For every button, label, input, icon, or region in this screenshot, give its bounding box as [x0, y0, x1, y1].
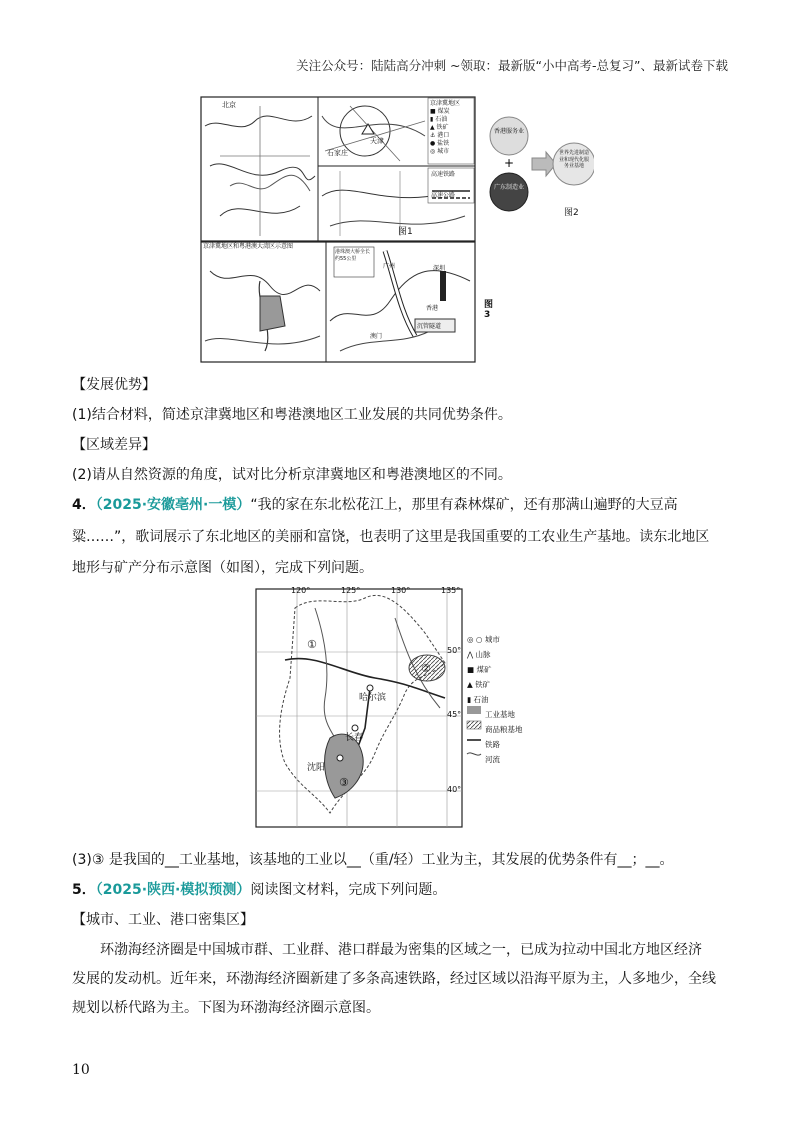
fig1-legend-city: ◎ 城市 [430, 148, 450, 155]
fig1-legend [430, 100, 460, 156]
fig4-lon-130: 130° [391, 586, 411, 595]
q4-text1: “我的家在东北松花江上，那里有森林煤矿，还有那满山遍野的大豆高 [250, 497, 678, 513]
fig1-legend-iron: ▲ 铁矿 [430, 124, 449, 131]
fig3-macau: 澳门 [370, 333, 383, 340]
fig1-legend-salt: ● 盐铁 [430, 140, 450, 147]
figure-2-diagram [484, 112, 594, 220]
q4-number: 4． [72, 497, 96, 513]
figure-4-northeast-map [255, 588, 565, 828]
fig4-legend-mountain: ⋀ 山脉 [467, 650, 491, 659]
q5-source: （2025·陕西·模拟预测） [95, 882, 251, 898]
fig4-lon-120: 120° [291, 586, 311, 595]
fig4-city-shenyang: 沈阳 [307, 763, 326, 773]
question-4-line1 [72, 495, 678, 515]
fig4-region-1: ① [307, 638, 317, 651]
fig1-legend-highway: 高速公路 [431, 192, 456, 199]
fig4-region-3: ③ [339, 776, 349, 789]
fig1-legend-title: 京津冀地区 [430, 100, 461, 107]
fig4-legend-city: ◎ ○ 城市 [467, 635, 500, 644]
figure-3-map [200, 241, 494, 363]
fig4-legend [467, 632, 523, 767]
fig4-legend-industrial: 工业基地 [485, 710, 515, 719]
fig4-legend-grain: 商品粮基地 [485, 725, 523, 734]
fig4-city-harbin: 哈尔滨 [359, 693, 387, 703]
fig4-lat-45: 45° [447, 710, 462, 719]
paragraph-line2: 发展的发动机。近年来，环渤海经济圈新建了多条高速铁路，经过区域以沿海平原为主，人多地少，全线 [72, 971, 716, 987]
question-4-line2: 粱……”，歌词展示了东北地区的美丽和富饶，也表明了这里是我国重要的工农业生产基地。读东北地区 [72, 529, 710, 545]
question-2: (2)请从自然资源的角度，试对比分析京津冀地区和粤港澳地区的不同。 [72, 467, 512, 483]
fig4-lon-125: 125° [341, 586, 361, 595]
fig4-lat-40: 40° [447, 785, 462, 794]
svg-text:+: + [503, 156, 515, 170]
heading-difference: 【区域差异】 [72, 437, 156, 453]
fig4-legend-railway: 铁路 [485, 740, 500, 749]
fig2-caption: 图2 [564, 208, 579, 218]
paragraph-line3: 规划以桥代路为主。下图为环渤海经济圈示意图。 [72, 1000, 380, 1016]
question-3: (3)③ 是我国的__工业基地，该基地的工业以__（重/轻）工业为主，其发展的优势条件有__；__。 [72, 852, 674, 868]
fig1-caption: 图1 [398, 227, 413, 237]
q5-number: 5． [72, 882, 96, 898]
q5-tail: 阅读图文材料，完成下列问题。 [250, 882, 447, 898]
fig1-legend-lines [431, 170, 455, 200]
fig2-result: 世界先进制造业和现代化服务业基地 [558, 150, 589, 169]
fig1-legend-hsr: 高速铁路 [431, 171, 456, 178]
fig3-guangzhou: 广州 [383, 263, 396, 270]
fig3-title: 京津冀地区和粤港澳大湾区示意图 [203, 243, 294, 250]
fig1-city-beijing: 北京 [222, 101, 236, 109]
heading-advantage: 【发展优势】 [72, 377, 156, 393]
fig4-lat-50: 50° [447, 646, 462, 655]
fig4-legend-coal: ■ 煤矿 [467, 665, 492, 674]
fig4-legend-oil: ▮ 石油 [467, 695, 489, 704]
fig3-note: 港珠澳大桥全长约55公里 [335, 249, 371, 262]
paragraph-line1: 环渤海经济圈是中国城市群、工业群、港口群最为密集的区域之一，已成为拉动中国北方地区经济 [100, 942, 702, 958]
fig1-legend-coal: ■ 煤炭 [430, 108, 450, 115]
figure-1-map [200, 96, 476, 242]
fig4-region-2: ② [421, 662, 431, 675]
fig1-legend-port: ⚓ 港口 [430, 132, 450, 139]
page-number: 10 [72, 1062, 90, 1078]
fig1-city-shijiazhuang: 石家庄 [327, 149, 348, 157]
fig2-hk-service: 香港服务业 [494, 128, 525, 135]
fig4-legend-river: 河流 [485, 755, 500, 764]
page-header: 关注公众号：陆陆高分冲刺 ~领取：最新版“小中高考-总复习”、最新试卷下载 [296, 58, 728, 73]
fig2-gd-manufacture: 广东制造业 [494, 184, 525, 191]
q4-source: （2025·安徽亳州·一模） [95, 497, 251, 513]
heading-cluster: 【城市、工业、港口密集区】 [72, 912, 254, 928]
fig3-tunnel: 沉管隧道 [417, 323, 442, 330]
fig1-legend-oil: ▮ 石油 [430, 116, 448, 123]
fig1-city-tianjin: 天津 [370, 137, 384, 145]
question-4-line3: 地形与矿产分布示意图（如图），完成下列问题。 [72, 560, 373, 576]
question-1: (1)结合材料，简述京津冀地区和粤港澳地区工业发展的共同优势条件。 [72, 407, 512, 423]
fig4-lon-135: 135° [441, 586, 461, 595]
question-5-line [72, 880, 446, 900]
fig3-shenzhen: 深圳 [433, 265, 446, 272]
fig3-hongkong: 香港 [426, 305, 439, 312]
fig4-city-changchun: 长春 [345, 733, 364, 743]
fig4-legend-iron: ▲ 铁矿 [467, 680, 491, 689]
fig3-caption: 图3 [484, 300, 494, 320]
